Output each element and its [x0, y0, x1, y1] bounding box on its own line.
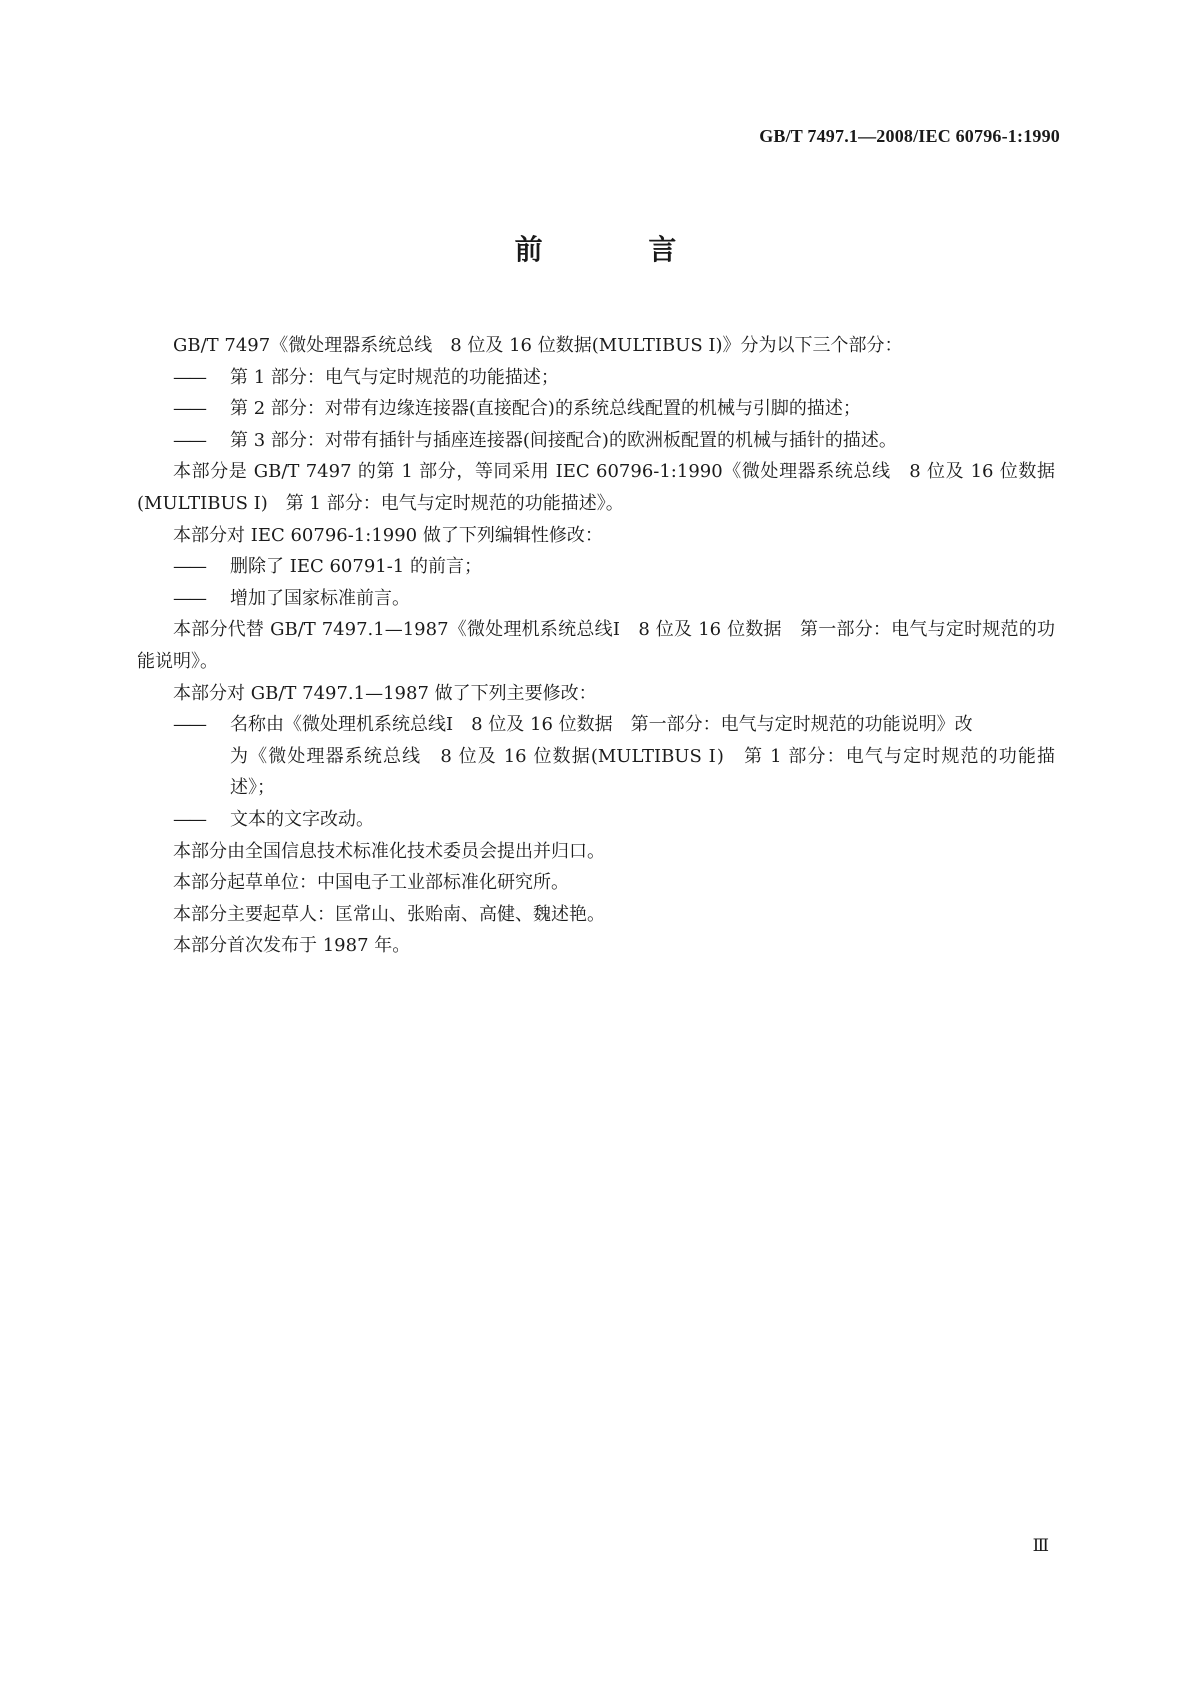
list-item-main-change-2: —— 文本的文字改动。 [137, 804, 1055, 836]
dash-mark: —— [173, 556, 205, 578]
standard-code-header: GB/T 7497.1—2008/IEC 60796-1:1990 [759, 126, 1060, 146]
dash-mark: —— [173, 398, 205, 420]
list-item-part-2: —— 第 2 部分：对带有边缘连接器(直接配合)的系统总线配置的机械与引脚的描述； [137, 393, 1055, 425]
paragraph-replacement: 本部分代替 GB/T 7497.1—1987《微处理机系统总线Ⅰ 8 位及 16 位数据 第一部分：电气与定时规范的功能说明》。 [137, 619, 1055, 672]
list-item-editorial-1: —— 删除了 IEC 60791-1 的前言； [137, 551, 1055, 583]
page-title: 前 言 [514, 233, 725, 266]
list-item-part-3: —— 第 3 部分：对带有插针与插座连接器(间接配合)的欧洲板配置的机械与插针的描述。 [137, 425, 1055, 457]
list-item-main-change-1-continued: 为《微处理器系统总线 8 位及 16 位数据(MULTIBUS Ⅰ) 第 1 部分：电气与定时规范的功能描述》； [230, 745, 1055, 799]
page-number: Ⅲ [1032, 1536, 1048, 1555]
paragraph-editorial-changes: 本部分对 IEC 60796-1:1990 做了下列编辑性修改： [173, 524, 603, 546]
paragraph-parts-intro: GB/T 7497《微处理器系统总线 8 位及 16 位数据(MULTIBUS Ⅰ)》分为以下三个部分： [173, 335, 903, 356]
paragraph-main-changes: 本部分对 GB/T 7497.1—1987 做了下列主要修改： [173, 682, 597, 704]
list-item-editorial-2: —— 增加了国家标准前言。 [137, 583, 1055, 615]
list-item-part-1: —— 第 1 部分：电气与定时规范的功能描述； [137, 362, 1055, 394]
paragraph-drafters: 本部分主要起草人：匡常山、张贻南、高健、魏述艳。 [173, 903, 605, 925]
paragraph-adoption: 本部分是 GB/T 7497 的第 1 部分，等同采用 IEC 60796-1:1990《微处理器系统总线 8 位及 16 位数据(MULTIBUS Ⅰ) 第 1 部分：电气与定时规范的功能描述》。 [137, 461, 1055, 514]
dash-mark: —— [173, 429, 205, 451]
dash-mark: —— [173, 587, 205, 609]
paragraph-proposer: 本部分由全国信息技术标准化技术委员会提出并归口。 [173, 840, 605, 862]
dash-mark: —— [173, 808, 205, 830]
dash-mark: —— [173, 366, 205, 388]
paragraph-drafting-unit: 本部分起草单位：中国电子工业部标准化研究所。 [173, 872, 569, 894]
dash-mark: —— [173, 714, 205, 736]
list-item-main-change-1: —— 名称由《微处理机系统总线Ⅰ 8 位及 16 位数据 第一部分：电气与定时规范的功能说明》改 [137, 709, 1055, 741]
foreword-body [137, 330, 1055, 962]
paragraph-first-release: 本部分首次发布于 1987 年。 [173, 935, 411, 957]
